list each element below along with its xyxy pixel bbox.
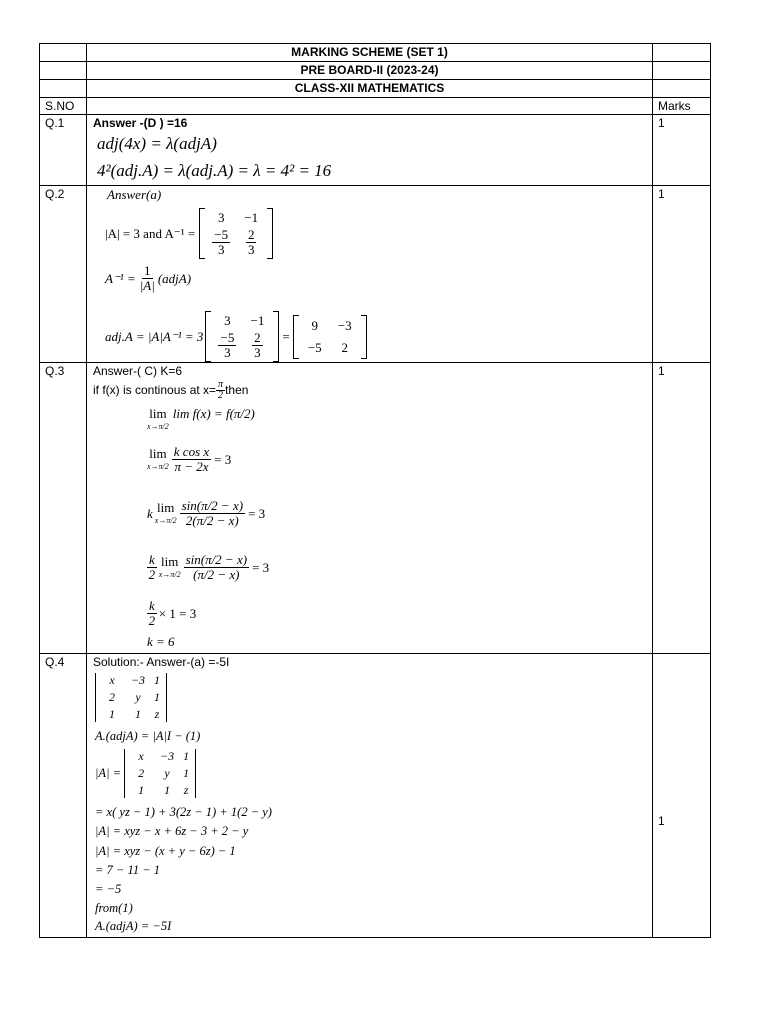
q4-line6: = 7 − 11 − 1 <box>95 863 161 877</box>
q4-line1: A.(adjA) = |A|I − (1) <box>95 729 201 743</box>
q4-line9: A.(adjA) = −5I <box>95 919 172 933</box>
q4-marks-cell <box>653 654 711 938</box>
q2-solution: Answer(a) |A| = 3 and A⁻¹ = 3 −1 $\frac{-5}{3}$ $\frac{2}{3}$ A⁻¹ = $\frac{1}{|A|}$ (adjA) adj.A = |A|A⁻¹ = 3 3 −1 $\frac{-5}{3}$ $\frac{2}{3}$ = 9 −3 −5 2 <box>87 186 653 363</box>
blank-cell <box>653 62 711 80</box>
inverse-matrix-repeat: 3 −1 $\frac{-5}{3}$ $\frac{2}{3}$ <box>205 311 279 362</box>
blank-cell <box>40 44 87 62</box>
adjoint-matrix: 9 −3 −5 2 <box>293 315 367 359</box>
q4-marks: 1 <box>658 814 665 828</box>
class-title: CLASS-XII MATHEMATICS <box>87 80 653 98</box>
q4-line8: from(1) <box>95 901 133 915</box>
q4-determinant: x −3 1 2 y 1 1 1 z <box>95 673 167 722</box>
q1-solution <box>87 115 653 186</box>
q2-line2-suffix: (adjA) <box>157 270 192 286</box>
q2-answer: Answer(a) <box>107 187 162 202</box>
scheme-title: MARKING SCHEME (SET 1) <box>87 44 653 62</box>
q3-label: Q.3 <box>40 363 87 654</box>
exam-title: PRE BOARD-II (2023-24) <box>87 62 653 80</box>
q1-marks: 1 <box>653 115 711 186</box>
q3-step6: k = 6 <box>147 634 175 649</box>
q3-step1: lim f(x) = f(π/2) <box>172 406 255 421</box>
q2-label: Q.2 <box>40 186 87 363</box>
q4-answer: Solution:- Answer-(a) =-5I <box>93 655 230 669</box>
q4-line3: = x( yz − 1) + 3(2z − 1) + 1(2 − y) <box>95 805 272 819</box>
q1-line1: adj(4x) = λ(adjA) <box>97 134 217 153</box>
q4-line4: |A| = xyz − x + 6z − 3 + 2 − y <box>95 824 249 838</box>
blank-cell <box>653 80 711 98</box>
q2-line1-prefix: |A| = 3 and A⁻¹ = <box>105 225 196 241</box>
q4-solution <box>87 654 653 938</box>
q4-label: Q.4 <box>40 654 87 938</box>
q4-line2-prefix: |A| = <box>95 766 122 780</box>
q3-marks: 1 <box>653 363 711 654</box>
blank-cell <box>653 44 711 62</box>
col-sno-header: S.NO <box>40 98 87 115</box>
blank-cell <box>40 62 87 80</box>
q4-line5: |A| = xyz − (x + y − 6z) − 1 <box>95 844 236 858</box>
q1-answer: Answer -(D ) =16 <box>93 116 188 130</box>
blank-cell <box>40 80 87 98</box>
q2-line3-prefix: adj.A = |A|A⁻¹ = 3 <box>105 328 204 344</box>
marking-scheme-table <box>39 43 711 938</box>
q2-line2-prefix: A⁻¹ = <box>105 270 136 286</box>
q1-label: Q.1 <box>40 115 87 186</box>
q3-solution: Answer-( C) K=6 if f(x) is continous at x= $\frac{\pi}{2}$ then lim x→π/2 lim f(x) = f(π/2) lim x→π/2 $\frac{\text{k cos x}}{\pi - 2x}$ = 3 k lim x→π/2 $\frac{\sin(\pi/2 - x)}{2(\pi/2 - x)}$ = 3 $\frac{k}{2}$ lim x→π/2 $\frac{\sin(\pi/2 - x)}{(\pi/2 - x)}$ = 3 $\frac{k}{2}$ × 1 = 3 k = 6 <box>87 363 653 654</box>
q1-line2: 4²(adj.A) = λ(adj.A) = λ = 4² = 16 <box>97 161 332 180</box>
q2-marks: 1 <box>653 186 711 363</box>
col-marks-header: Marks <box>653 98 711 115</box>
inverse-matrix: 3 −1 $\frac{-5}{3}$ $\frac{2}{3}$ <box>199 208 273 259</box>
q4-line7: = −5 <box>95 882 122 896</box>
q3-condition: if f(x) is continous at x= <box>93 383 217 397</box>
blank-cell <box>87 98 653 115</box>
q4-determinant-a: x −3 1 2 y 1 1 1 z <box>124 749 196 798</box>
q3-step5: × 1 = 3 <box>158 605 197 621</box>
q3-answer: Answer-( C) K=6 <box>93 364 183 378</box>
